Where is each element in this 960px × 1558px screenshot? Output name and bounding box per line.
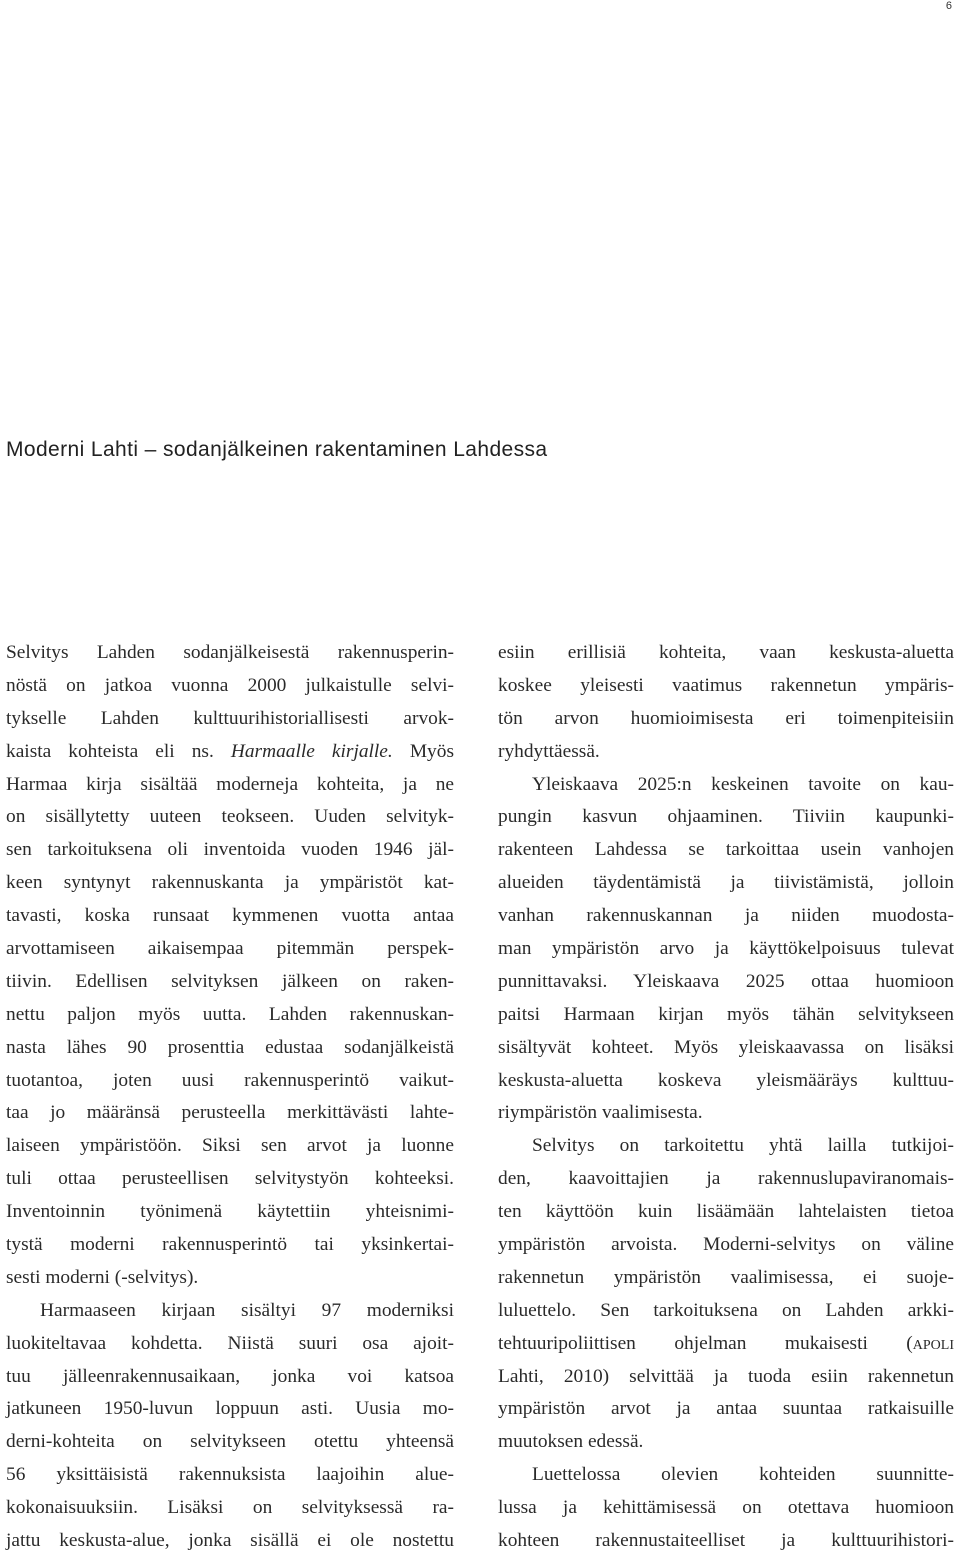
text-line: Harmaa kirja sisältää moderneja kohteita, ja ne [6,773,454,795]
text-line: alueiden täydentämistä ja tiivistämistä, jolloin [498,872,954,894]
text-line: kokonaisuuksiin. Lisäksi on selvityksessä ra- [6,1497,454,1519]
text-line: sen tarkoituksena oli inventoida vuoden 1946 jäl- [6,839,454,861]
text-line: rakenteen Lahdessa se tarkoittaa usein vanhojen [498,839,954,861]
text-line: Harmaaseen kirjaan sisältyi 97 moderniksi [40,1299,454,1321]
text-line: nöstä on jatkoa vuonna 2000 julkaistulle selvi- [6,674,454,696]
text-line: tuotantoa, joten uusi rakennusperintö vaikut- [6,1069,454,1091]
text-line: sesti moderni (-selvitys). [6,1266,199,1288]
text-line: punnittavaksi. Yleiskaava 2025 ottaa huomioon [498,970,954,992]
text-line: jattu keskusta-alue, jonka sisällä ei ole nostettu [6,1530,454,1552]
text-line: taa jo määränsä perusteella merkittävästi lahte- [6,1102,454,1124]
text-line: jatkuneen 1950-luvun loppuun asti. Uusia mo- [6,1398,454,1420]
text-line: Yleiskaava 2025:n keskeinen tavoite on kau- [532,773,954,795]
text-line: Lahti, 2010) selvittää ja tuoda esiin rakennetun [498,1365,954,1387]
text-line: Selvitys Lahden sodanjälkeisestä rakennusperin- [6,642,454,663]
text-segment: tehtuuripoliittisen ohjelman mukaisesti ( [498,1332,913,1354]
text-line: luokiteltavaa kohdetta. Niistä suuri osa ajoit- [6,1332,454,1354]
text-line: tykselle Lahden kulttuurihistoriallisesti arvok- [6,707,454,729]
text-line: tön arvon huomioimisesta eri toimenpiteisiin [498,707,954,729]
text-line: ympäristön arvot ja antaa suuntaa ratkaisuille [498,1398,954,1420]
text-line: laiseen ympäristöön. Siksi sen arvot ja luonne [6,1135,454,1157]
text-line: keen syntynyt rakennuskanta ja ympäristöt kat- [6,872,454,894]
text-line: tuli ottaa perusteellisen selvitystyön kohteeksi. [6,1168,454,1190]
text-line: tystä moderni rakennusperintö tai yksinkertai- [6,1234,454,1256]
text-line: nettu paljon myös uutta. Lahden rakennuskan- [6,1003,454,1025]
text-segment: kaista kohteista eli ns. [6,740,231,762]
text-line: Luettelossa olevien kohteiden suunnitte- [532,1464,954,1486]
text-line: tavasti, koska runsaat kymmenen vuotta antaa [6,905,454,927]
text-line: den, kaavoittajien ja rakennuslupaviranomais- [498,1168,954,1190]
page-title: Moderni Lahti – sodanjälkeinen rakentaminen Lahdessa [6,438,548,461]
text-line: derni-kohteita on selvitykseen otettu yhteensä [6,1431,454,1453]
text-line: on sisällytetty uuteen teokseen. Uuden selvityk- [6,806,454,828]
text-line: Selvitys on tarkoitettu yhtä lailla tutkijoi- [532,1135,954,1157]
text-line: vanhan rakennuskannan ja niiden muodosta- [498,905,954,927]
text-line: riympäristön vaalimisesta. [498,1102,703,1124]
text-line: luluettelo. Sen tarkoituksena on Lahden arkki- [498,1299,954,1321]
page-number: 6 [945,0,952,12]
text-line: kohteen rakennustaiteelliset ja kulttuurihistori- [498,1530,954,1552]
text-segment: Myös [392,740,454,762]
text-line: ryhdyttäessä. [498,740,600,762]
left-text-column [6,637,454,1558]
text-line: ten käyttöön kuin lisäämään lahtelaisten tietoa [498,1201,954,1223]
text-line: sisältyvät kohteet. Myös yleiskaavassa on lisäksi [498,1036,954,1058]
text-line: nasta lähes 90 prosenttia edustaa sodanjälkeistä [6,1036,454,1058]
text-line: man ympäristön arvo ja käyttökelpoisuus tulevat [498,938,954,960]
text-line: tiivin. Edellisen selvityksen jälkeen on raken- [6,970,454,992]
right-text-column [498,637,954,1558]
text-line: tuu jälleenrakennusaikaan, jonka voi katsoa [6,1365,454,1387]
text-line: pungin kasvun ohjaaminen. Tiiviin kaupunki- [498,806,954,828]
text-line [6,736,454,769]
text-line: lussa ja kehittämisessä on otettava huomioon [498,1497,954,1519]
text-line: muutoksen edessä. [498,1431,644,1453]
italic-text: Harmaalle kirjalle. [230,740,393,762]
text-line: 56 yksittäisistä rakennuksista laajoihin alue- [6,1464,454,1486]
text-line [498,1328,954,1361]
text-line: rakennetun ympäristön vaalimisessa, ei suoje- [498,1266,954,1288]
text-line: arvottamiseen aikaisempaa pitemmän perspek- [6,938,454,960]
text-line: paitsi Harmaan kirjan myös tähän selvitykseen [498,1003,954,1025]
small-caps-text: apoli [912,1332,954,1354]
text-line: keskusta-aluetta koskeva yleismääräys kulttuu- [498,1069,954,1091]
text-line: Inventoinnin työnimenä käytettiin yhteisnimi- [6,1201,454,1223]
text-line: esiin erillisiä kohteita, vaan keskusta-aluetta [498,642,954,663]
text-line: ympäristön arvoista. Moderni-selvitys on väline [498,1234,954,1256]
text-line: koskee yleisesti vaatimus rakennetun ympäris- [498,674,954,696]
